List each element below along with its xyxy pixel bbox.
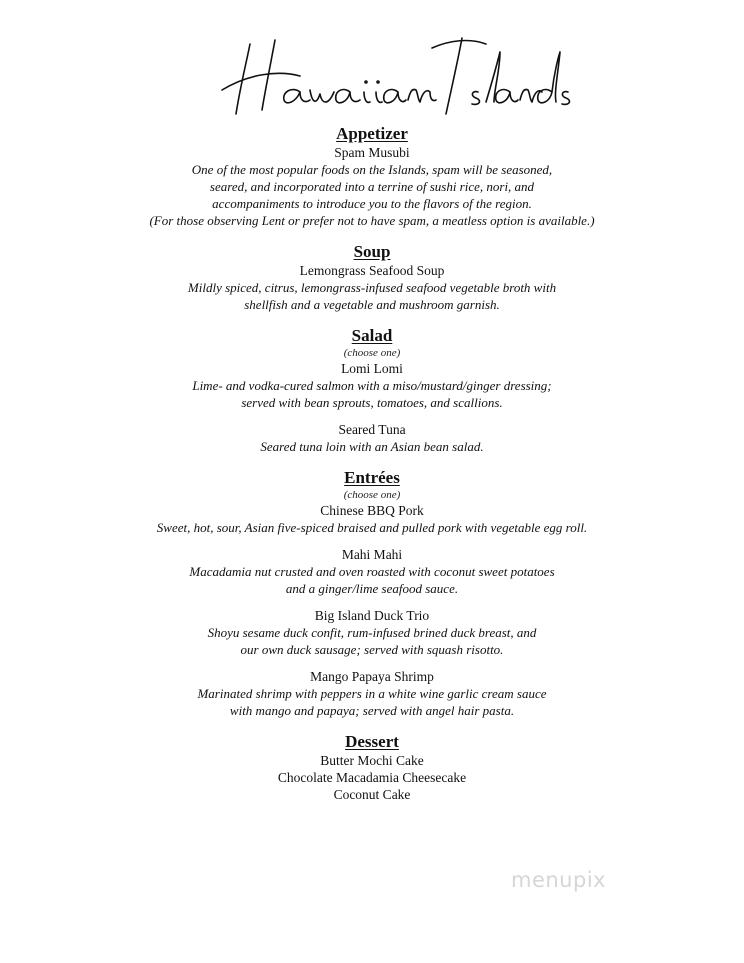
item-name: Lomi Lomi — [341, 361, 403, 376]
section-soup — [0, 242, 744, 313]
section-note: (choose one) — [343, 489, 401, 501]
item-name: Mango Papaya Shrimp — [310, 669, 434, 684]
section-heading: Dessert — [345, 732, 399, 751]
section-heading: Appetizer — [336, 124, 408, 143]
item-name: Chocolate Macadamia Cheesecake — [277, 770, 467, 785]
item-name: Chinese BBQ Pork — [320, 503, 424, 518]
item-description: Shoyu sesame duck confit, rum-infused brined duck breast, and our own duck sausage; served with squash risotto. — [207, 625, 537, 657]
item-description: Seared tuna loin with an Asian bean salad. — [260, 439, 484, 454]
section-heading: Entrées — [344, 468, 400, 487]
section-heading: Soup — [353, 242, 391, 261]
item-description: One of the most popular foods on the Islands, spam will be seasoned, seared, and incorporated into a terrine of sushi rice, nori, and accompaniments to introduce you to the flavors of the region. (For those observing Lent or prefer not to have spam, a meatless option is available.) — [149, 162, 595, 228]
item-description: Macadamia nut crusted and oven roasted with coconut sweet potatoes and a ginger/lime seafood sauce. — [189, 564, 555, 596]
item-name: Big Island Duck Trio — [314, 608, 430, 623]
section-note: (choose one) — [343, 347, 401, 359]
section-appetizer — [0, 124, 744, 229]
menu-content — [0, 124, 744, 803]
item-name: Spam Musubi — [334, 145, 410, 160]
item-name: Seared Tuna — [338, 422, 406, 437]
item-name: Butter Mochi Cake — [320, 753, 424, 768]
menu-title — [0, 52, 744, 115]
item-description: Marinated shrimp with peppers in a white wine garlic cream sauce with mango and papaya; served with angel hair pasta. — [197, 686, 547, 718]
item-description: Mildly spiced, citrus, lemongrass-infused seafood vegetable broth with shellfish and a vegetable and mushroom garnish. — [187, 280, 557, 312]
item-description: Sweet, hot, sour, Asian five-spiced braised and pulled pork with vegetable egg roll. — [156, 520, 588, 535]
item-description: Lime- and vodka-cured salmon with a miso/mustard/ginger dressing; served with bean sprouts, tomatoes, and scallions. — [192, 378, 552, 410]
menu-title-block — [0, 30, 744, 122]
item-name: Coconut Cake — [333, 787, 411, 802]
section-entrees — [0, 468, 744, 719]
section-salad — [0, 326, 744, 455]
item-name: Mahi Mahi — [341, 547, 403, 562]
section-heading: Salad — [351, 326, 393, 345]
item-name: Lemongrass Seafood Soup — [299, 263, 445, 278]
watermark-logo: menupix — [511, 868, 607, 892]
section-dessert — [0, 732, 744, 803]
